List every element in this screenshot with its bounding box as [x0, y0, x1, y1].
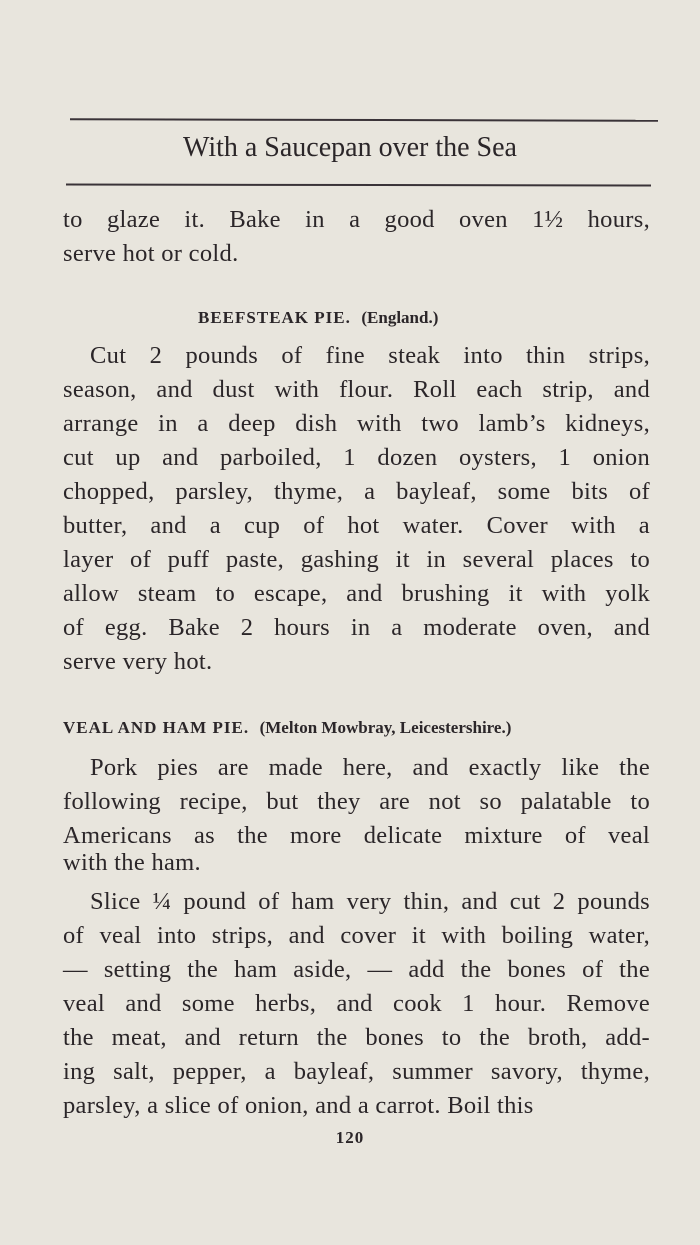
text-line: cut up and parboiled, 1 dozen oysters, 1 onion: [63, 444, 650, 471]
text-line: serve very hot.: [63, 648, 213, 675]
text-line: layer of puff paste, gashing it in several places to: [63, 546, 650, 573]
text-line: arrange in a deep dish with two lamb’s kidneys,: [63, 410, 650, 437]
text-line: Cut 2 pounds of fine steak into thin strips,: [90, 342, 650, 369]
text-line: veal and some herbs, and cook 1 hour. Remove: [63, 990, 650, 1017]
text-line: parsley, a slice of onion, and a carrot. Boil this: [63, 1092, 534, 1119]
text-line: Pork pies are made here, and exactly like the: [90, 754, 650, 781]
text-line: to glaze it. Bake in a good oven 1½ hours,: [63, 206, 650, 233]
text-line: ing salt, pepper, a bayleaf, summer savory, thyme,: [63, 1058, 650, 1085]
page-number: 120: [335, 1128, 365, 1147]
recipe-origin: (Melton Mowbray, Leicestershire.): [259, 718, 512, 737]
recipe-title: VEAL AND HAM PIE.: [63, 718, 250, 737]
text-line: — setting the ham aside, — add the bones of the: [63, 956, 650, 983]
text-line: chopped, parsley, thyme, a bayleaf, some bits of: [63, 478, 650, 505]
text-line: serve hot or cold.: [63, 240, 239, 267]
text-line: of egg. Bake 2 hours in a moderate oven, and: [63, 614, 650, 641]
recipe-heading: [63, 718, 511, 738]
running-head: With a Saucepan over the Sea: [183, 132, 517, 163]
text-line: of veal into strips, and cover it with boiling water,: [63, 922, 650, 949]
text-line: Slice ¼ pound of ham very thin, and cut 2 pounds: [90, 888, 650, 915]
recipe-origin: (England.): [361, 308, 439, 327]
text-line: Americans as the more delicate mixture of veal: [63, 822, 650, 849]
text-line: season, and dust with flour. Roll each strip, and: [63, 376, 650, 403]
text-line: allow steam to escape, and brushing it with yolk: [63, 580, 650, 607]
recipe-title: BEEFSTEAK PIE.: [198, 308, 351, 327]
text-line: with the ham.: [63, 849, 201, 876]
text-line: butter, and a cup of hot water. Cover with a: [63, 512, 650, 539]
top-rule: [70, 118, 658, 122]
text-line: following recipe, but they are not so palatable to: [63, 788, 650, 815]
header-rule: [66, 183, 651, 186]
recipe-heading: [198, 308, 438, 328]
text-line: the meat, and return the bones to the broth, add-: [63, 1024, 650, 1051]
